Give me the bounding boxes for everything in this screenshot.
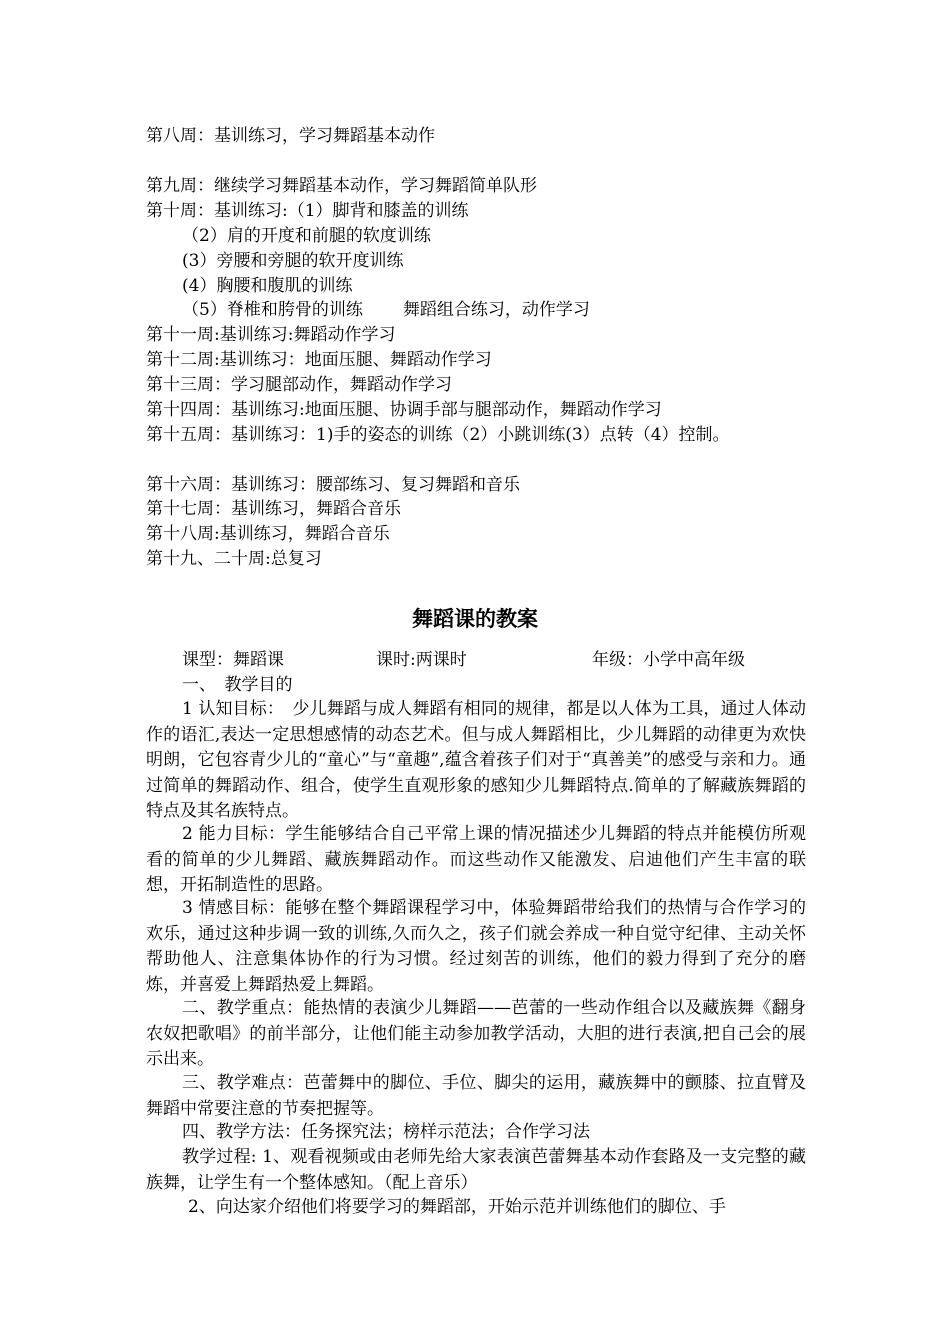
paragraph-ability-goal: 2 能力目标：学生能够结合自己平常上课的情况描述少儿舞蹈的特点并能模仿所观看的简单的少儿舞蹈、藏族舞蹈动作。而这些动作又能激发、启迪他们产生丰富的联想，开拓制造性的思路。 bbox=[146, 824, 806, 895]
paragraph-cognitive-goal: 1 认知目标： 少儿舞蹈与成人舞蹈有相同的规律，都是以人体为工具，通过人体动作的语汇,表达一定思想感情的动态艺术。但与成人舞蹈相比，少儿舞蹈的动律更为欢快明朗，它包容青少儿的“童心”与“童趣”,蕴含着孩子们对于“真善美”的感受与亲和力。通过简单的舞蹈动作、组合，使学生直观形象的感知少儿舞蹈特点.简单的了解藏族舞蹈的特点及其名族特点。 bbox=[146, 699, 806, 821]
schedule-week18: 第十八周:基训练习，舞蹈合音乐 bbox=[146, 524, 390, 544]
paragraph-emotion-goal: 3 情感目标：能够在整个舞蹈课程学习中，体验舞蹈带给我们的热情与合作学习的欢乐，通过这种步调一致的训练,久而久之，孩子们就会养成一种自觉守纪律、主动关怀帮助他人、注意集体协作的行为习惯。经过刻苦的训练，他们的毅力得到了充分的磨炼，并喜爱上舞蹈热爱上舞蹈。 bbox=[146, 898, 806, 995]
schedule-week9: 第九周：继续学习舞蹈基本动作，学习舞蹈简单队形 bbox=[146, 176, 537, 196]
lesson-course-type: 课型：舞蹈课 bbox=[182, 650, 284, 670]
schedule-week10-item3: (3）旁腰和旁腿的软开度训练 bbox=[182, 251, 404, 271]
paragraph-difficulties: 三、教学难点：芭蕾舞中的脚位、手位、脚尖的运用，藏族舞中的颤膝、拉直臂及舞蹈中常要注意的节奏把握等。 bbox=[146, 1073, 806, 1119]
schedule-week17: 第十七周：基训练习，舞蹈合音乐 bbox=[146, 499, 401, 519]
schedule-week12: 第十二周:基训练习：地面压腿、舞蹈动作学习 bbox=[146, 350, 492, 370]
schedule-week11: 第十一周:基训练习:舞蹈动作学习 bbox=[146, 325, 396, 345]
schedule-week10-item4: (4）胸腰和腹肌的训练 bbox=[182, 276, 353, 296]
schedule-week10-item5-b: 舞蹈组合练习，动作学习 bbox=[402, 300, 590, 320]
lesson-title: 舞蹈课的教案 bbox=[412, 607, 538, 631]
lesson-hours: 课时:两课时 bbox=[376, 650, 467, 670]
schedule-week8: 第八周：基训练习，学习舞蹈基本动作 bbox=[146, 126, 435, 146]
paragraph-process-1: 教学过程: 1、观看视频或由老师先给大家表演芭蕾舞基本动作套路及一支完整的藏族舞，让学生有一个整体感知。（配上音乐） bbox=[146, 1147, 806, 1193]
schedule-week10-item2: （2）肩的开度和前腿的软度训练 bbox=[182, 226, 431, 246]
paragraph-key-points: 二、教学重点：能热情的表演少儿舞蹈——芭蕾的一些动作组合以及藏族舞《翻身农奴把歌唱》的前半部分，让他们能主动参加教学活动，大胆的进行表演,把自己会的展示出来。 bbox=[146, 998, 806, 1069]
schedule-week10: 第十周：基训练习:（1）脚背和膝盖的训练 bbox=[146, 201, 469, 221]
schedule-week19-20: 第十九、二十周:总复习 bbox=[146, 549, 322, 569]
section-heading-objectives: 一、 教学目的 bbox=[182, 675, 293, 695]
paragraph-methods: 四、教学方法：任务探究法；榜样示范法；合作学习法 bbox=[182, 1122, 590, 1142]
schedule-week10-item5 bbox=[182, 298, 590, 322]
schedule-week14: 第十四周：基训练习:地面压腿、协调手部与腿部动作，舞蹈动作学习 bbox=[146, 400, 662, 420]
schedule-week15: 第十五周：基训练习：1)手的姿态的训练（2）小跳训练(3）点转（4）控制。 bbox=[146, 425, 730, 445]
paragraph-process-2: 2、向达家介绍他们将要学习的舞蹈部，开始示范并训练他们的脚位、手 bbox=[188, 1197, 726, 1217]
schedule-week10-item5-a: （5）脊椎和胯骨的训练 bbox=[182, 300, 363, 320]
schedule-week16: 第十六周：基训练习：腰部练习、复习舞蹈和音乐 bbox=[146, 475, 520, 495]
lesson-grade: 年级：小学中高年级 bbox=[592, 650, 745, 670]
schedule-week13: 第十三周：学习腿部动作，舞蹈动作学习 bbox=[146, 375, 452, 395]
